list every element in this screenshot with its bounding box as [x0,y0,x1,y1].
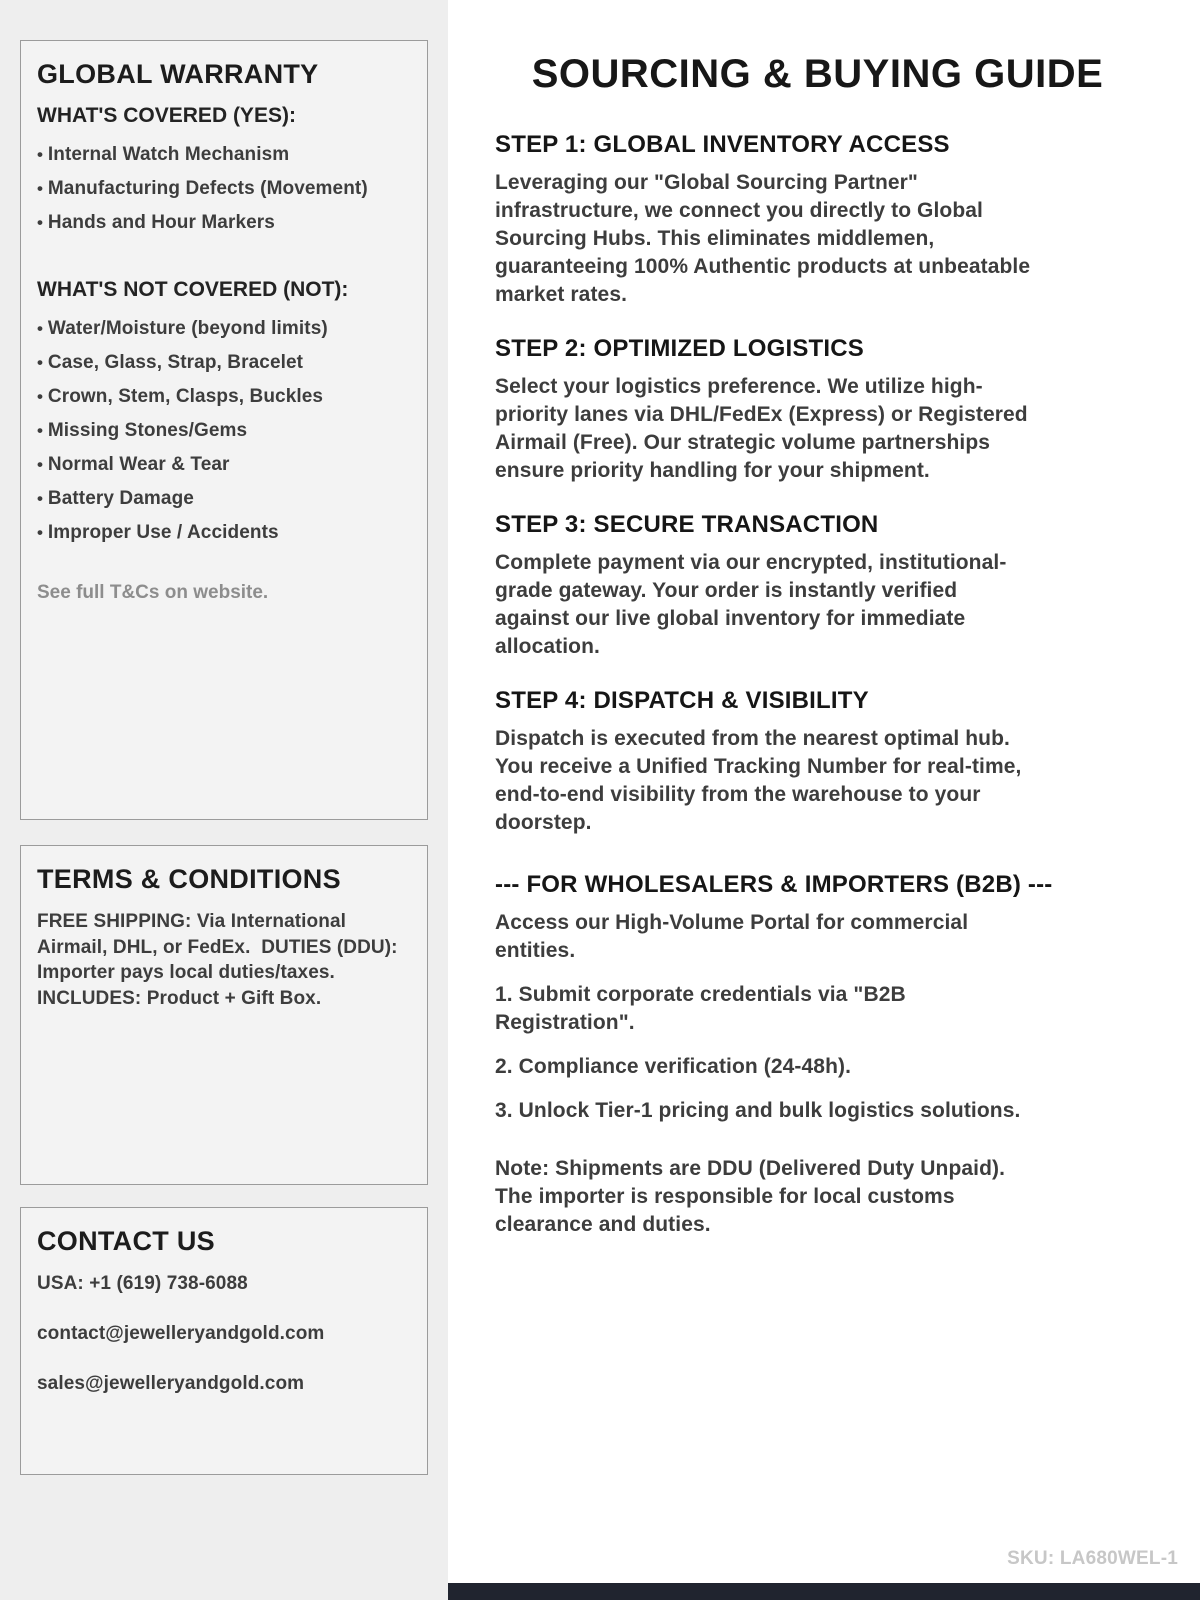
not-covered-item: • Case, Glass, Strap, Bracelet [37,346,411,380]
not-covered-item: • Missing Stones/Gems [37,414,411,448]
contact-email-primary: contact@jewelleryandgold.com [37,1323,325,1344]
step-heading: STEP 4: DISPATCH & VISIBILITY [495,687,869,714]
step-section [495,131,1140,309]
covered-list [37,138,411,240]
contact-box [20,1207,428,1475]
step-section [495,511,1140,661]
b2b-note: Note: Shipments are DDU (Delivered Duty Unpaid). The importer is responsible for local customs clearance and duties. [495,1157,1006,1236]
not-covered-item: • Crown, Stem, Clasps, Buckles [37,380,411,414]
covered-item: • Hands and Hour Markers [37,206,411,240]
contact-email-sales: sales@jewelleryandgold.com [37,1373,305,1394]
contact-phone: USA: +1 (619) 738-6088 [37,1273,248,1294]
not-covered-item: • Improper Use / Accidents [37,516,411,550]
step-heading: STEP 2: OPTIMIZED LOGISTICS [495,335,864,362]
sidebar [0,0,448,1600]
b2b-intro: Access our High-Volume Portal for commercial entities. [495,911,969,962]
sku-label: SKU: LA680WEL-1 [1007,1548,1178,1569]
b2b-heading: --- FOR WHOLESALERS & IMPORTERS (B2B) --- [495,871,1053,898]
terms-box [20,845,428,1185]
step-section [495,687,1140,837]
page-title: SOURCING & BUYING GUIDE [531,52,1104,96]
warranty-footnote: See full T&Cs on website. [37,582,269,603]
not-covered-item: • Water/Moisture (beyond limits) [37,312,411,346]
steps-list [495,131,1140,837]
step-heading: STEP 1: GLOBAL INVENTORY ACCESS [495,131,950,158]
contact-title: CONTACT US [37,1226,215,1256]
not-covered-title: WHAT'S NOT COVERED (NOT): [37,278,349,301]
b2b-item: 3. Unlock Tier-1 pricing and bulk logistics solutions. [495,1099,1021,1122]
step-body: Select your logistics preference. We utilize high-priority lanes via DHL/FedEx (Express) or Registered Airmail (Free). Our strategic volume partnerships ensure priority handling for your shipment. [495,375,1028,482]
b2b-item: 2. Compliance verification (24-48h). [495,1055,852,1078]
step-body: Dispatch is executed from the nearest optimal hub. You receive a Unified Tracking Number for real-time, end-to-end visibility from the warehouse to your doorstep. [495,727,1022,834]
warranty-title: GLOBAL WARRANTY [37,59,319,89]
warranty-box [20,40,428,820]
step-section [495,335,1140,485]
covered-item: • Manufacturing Defects (Movement) [37,172,411,206]
b2b-item: 1. Submit corporate credentials via "B2B Registration". [495,983,906,1034]
step-heading: STEP 3: SECURE TRANSACTION [495,511,879,538]
terms-body: FREE SHIPPING: Via International Airmail, DHL, or FedEx. DUTIES (DDU): Importer pays local duties/taxes. INCLUDES: Product + Gift Box. [37,911,403,1009]
main-guide [448,0,1200,1600]
step-body: Leveraging our "Global Sourcing Partner" infrastructure, we connect you directly to Global Sourcing Hubs. This eliminates middlemen, guaranteeing 100% Authentic products at unbeatable market rates. [495,171,1031,306]
covered-title: WHAT'S COVERED (YES): [37,104,296,127]
step-body: Complete payment via our encrypted, institutional-grade gateway. Your order is instantly verified against our live global inventory for immediate allocation. [495,551,1007,658]
not-covered-item: • Battery Damage [37,482,411,516]
not-covered-item: • Normal Wear & Tear [37,448,411,482]
footer-bar [448,1583,1200,1600]
not-covered-list [37,312,411,550]
covered-item: • Internal Watch Mechanism [37,138,411,172]
terms-title: TERMS & CONDITIONS [37,864,341,894]
b2b-list [495,981,1140,1125]
